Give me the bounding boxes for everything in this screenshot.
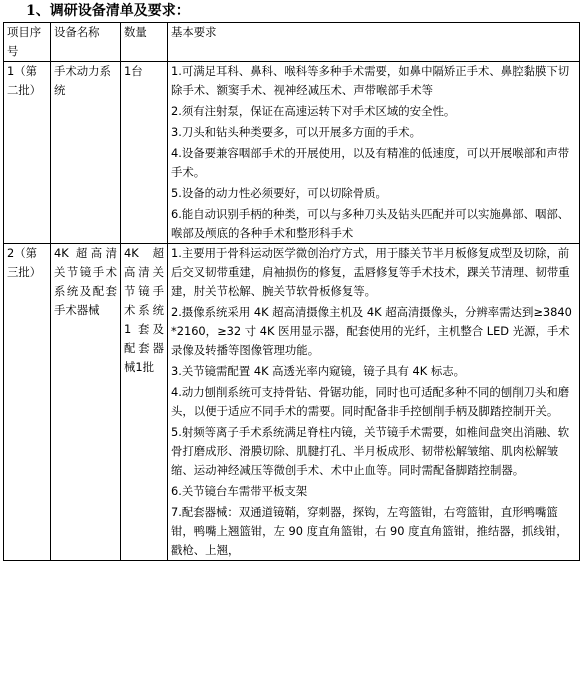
requirement-item: 3.刀头和钻头种类要多，可以开展多方面的手术。: [171, 125, 422, 139]
requirement-item: 3.关节镜需配置 4K 高透光率内窥镜，镜子具有 4K 标志。: [171, 364, 465, 378]
row-quantity: 4K 超高清关节镜手术系统 1 套及配套器械1批: [121, 244, 168, 561]
requirement-item: 6.能自动识别手柄的种类，可以与多种刀头及钻头匹配并可以实施鼻部、咽部、喉部及颅底的各种手术和整形科手术: [171, 207, 570, 240]
header-quantity: 数量: [121, 23, 168, 62]
requirement-item: 5.设备的动力性必须要好，可以切除骨质。: [171, 186, 387, 200]
table-row: [4, 244, 580, 561]
requirement-item: 4.设备要兼容咽部手术的开展使用，以及有精准的低速度，可以开展喉部和声带手术。: [171, 146, 570, 179]
row-requirements: [168, 62, 580, 244]
header-item-no: 项目序号: [4, 23, 51, 62]
requirement-item: 1.可满足耳科、鼻科、喉科等多种手术需要，如鼻中隔矫正手术、鼻腔黏膜下切除手术、额窦手术、视神经减压术、声带喉部手术等: [171, 64, 570, 97]
equipment-table: [3, 22, 580, 561]
requirement-item: 4.动力刨削系统可支持骨钻、骨锯功能，同时也可适配多种不同的刨削刀头和磨头，以便于适应不同手术的需要。同时配备非手控刨削手柄及脚踏控制开关。: [171, 385, 570, 418]
section-heading: 1、调研设备清单及要求：: [26, 3, 190, 19]
requirement-item: 7.配套器械：双通道镜鞘，穿刺器，探钩，左弯篮钳，右弯篮钳，直形鸭嘴篮钳，鸭嘴上翘篮钳，左 90 度直角篮钳，右 90 度直角篮钳，推结器，抓线钳，戳枪、上翘，: [171, 505, 568, 557]
table-header-row: [4, 23, 580, 62]
row-quantity: 1台: [121, 62, 168, 244]
header-device-name: 设备名称: [51, 23, 121, 62]
row-requirements: [168, 244, 580, 561]
requirement-item: 2.摄像系统采用 4K 超高清摄像主机及 4K 超高清摄像头，分辨率需达到≥3840*2160，≥32 寸 4K 医用显示器，配套使用的光纤，主机整合 LED 光源，手术录像及转播等图像管理功能。: [171, 305, 572, 357]
row-item-no: 2（第三批）: [4, 244, 51, 561]
requirement-item: 5.射频等离子手术系统满足脊柱内镜，关节镜手术需要，如椎间盘突出消融、软骨打磨成形、滑膜切除、肌腱打孔、半月板成形、韧带松解皱缩、肌肉松解皱缩、运动神经减压等微创手术、术中止血等。同时需配备脚踏控制器。: [171, 425, 570, 477]
row-item-no: 1（第二批）: [4, 62, 51, 244]
row-device-name: 手术动力系统: [51, 62, 121, 244]
table-row: [4, 62, 580, 244]
header-requirements: 基本要求: [168, 23, 580, 62]
row-device-name: 4K 超高清关节镜手术系统及配套手术器械: [51, 244, 121, 561]
requirement-item: 6.关节镜台车需带平板支架: [171, 484, 308, 498]
requirement-item: 2.须有注射泵，保证在高速运转下对手术区域的安全性。: [171, 104, 456, 118]
requirement-item: 1.主要用于骨科运动医学微创治疗方式，用于膝关节半月板修复成型及切除，前后交叉韧带重建，肩袖损伤的修复，盂唇修复等手术技术，踝关节清理、韧带重建，肘关节松解、腕关节软骨板修复等。: [171, 246, 570, 298]
